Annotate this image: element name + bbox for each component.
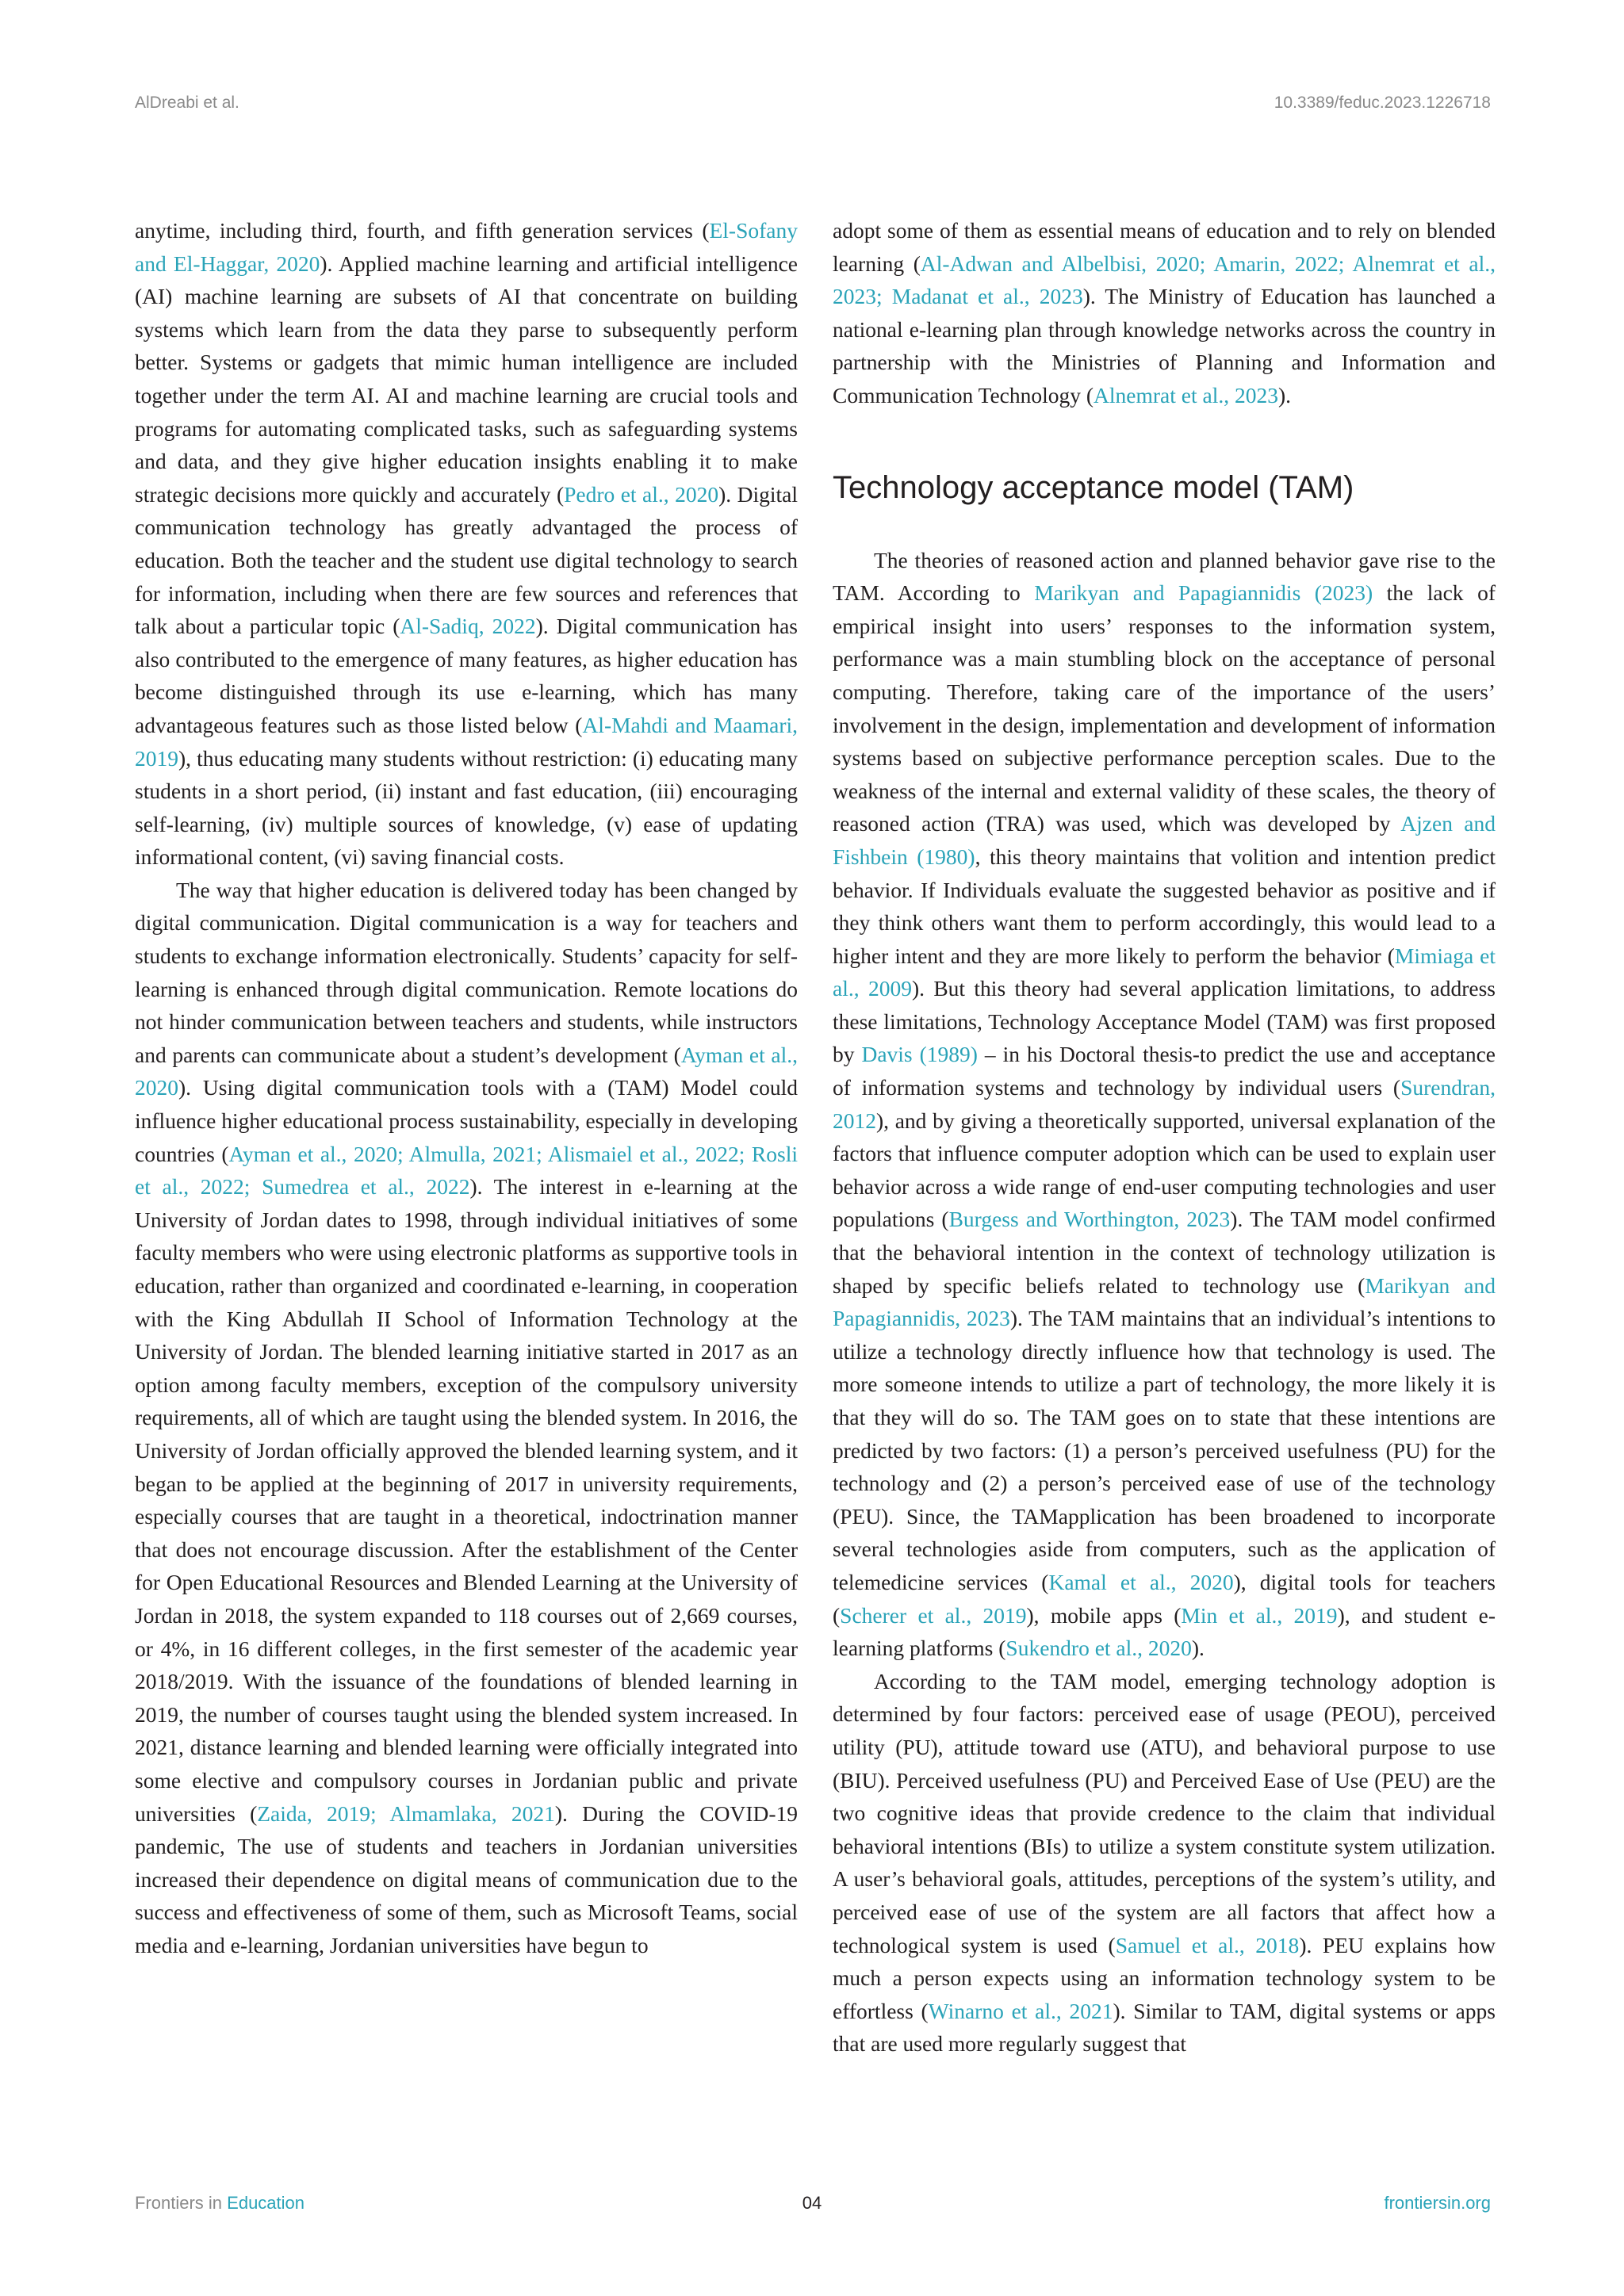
paragraph: According to the TAM model, emerging technology adoption is determined by four factors: perceived ease of usage (PEOU), perceived utility (PU), attitude toward use (ATU), and behavioral purpose to use (BIU). Perceived usefulness (PU) and Perceived Ease of Use (PEU) are the two cognitive ideas that provide credence to the claim that individual behavioral intentions (BIs) to utilize a system constitute system utilization. A user’s behavioral goals, attitudes, perceptions of the system’s utility, and perceived ease of use of the system are all factors that affect how a technological system is used (Samuel et al., 2018). PEU explains how much a person expects using an information technology system to be effortless (Winarno et al., 2021). Similar to TAM, digital systems or apps that are used more regularly suggest that — [833, 1668, 1496, 2057]
paragraph: The theories of reasoned action and planned behavior gave rise to the TAM. According to Marikyan and Papagiannidis (2023) the lack of empirical insight into users’ responses to the information system, performance was a main stumbling block on the acceptance of personal computing. Therefore, taking care of the importance of the users’ involvement in the design, implementation and development of information systems based on subjective performance perception scales. Due to the weakness of the internal and external validity of these scales, the theory of reasoned action (TRA) was used, which was developed by Ajzen and Fishbein (1980), this theory maintains that volition and intention predict behavior. If Individuals evaluate the suggested behavior as positive and if they think others want them to perform accordingly, this would lead to a higher intent and they are more likely to perform the behavior (Mimiaga et al., 2009). But this theory had several application limitations, to address these limitations, Technology Acceptance Model (TAM) was first proposed by Davis (1989) – in his Doctoral thesis-to predict the use and acceptance of information systems and technology by individual users (Surendran, 2012), and by giving a theoretically supported, universal explanation of the factors that influence computer adoption which can be used to explain user behavior across a wide range of end-user computing technologies and user populations (Burgess and Worthington, 2023). The TAM model confirmed that the behavioral intention in the context of technology utilization is shaped by specific beliefs related to technology use (Marikyan and Papagiannidis, 2023). The TAM maintains that an individual’s intentions to utilize a technology directly influence how that technology is used. The more someone intends to utilize a part of technology, the more likely it is that they will do so. The TAM goes on to state that these intentions are predicted by two factors: (1) a person’s perceived usefulness (PU) for the technology and (2) a person’s perceived ease of use of the technology (PEU). Since, the TAMapplication has been broadened to incorporate several technologies aside from computers, such as the application of telemedicine services (Kamal et al., 2020), digital tools for teachers (Scherer et al., 2019), mobile apps (Min et al., 2019), and student e-learning platforms (Sukendro et al., 2020). — [833, 547, 1496, 1661]
citation-link[interactable]: Scherer et al., 2019 — [840, 1602, 1027, 1628]
left-column — [135, 214, 798, 1961]
citation-link[interactable]: El-Sofany and El-Haggar, 2020 — [135, 218, 798, 276]
citation-link[interactable]: Ajzen and Fishbein (1980) — [833, 811, 1496, 869]
citation-link[interactable]: Al-Sadiq, 2022 — [400, 614, 536, 639]
footer-journal-link[interactable]: Education — [227, 2193, 305, 2213]
citation-link[interactable]: Ayman et al., 2020; Almulla, 2021; Alismaiel et al., 2022; Rosli et al., 2022; Sumedrea et al., 2022 — [135, 1141, 798, 1200]
citation-link[interactable]: Pedro et al., 2020 — [564, 481, 719, 507]
footer-site-link[interactable]: frontiersin.org — [1384, 2193, 1491, 2213]
citation-link[interactable]: Mimiaga et al., 2009 — [833, 943, 1496, 1001]
citation-link[interactable]: Surendran, 2012 — [833, 1075, 1496, 1133]
citation-link[interactable]: Sukendro et al., 2020 — [1005, 1636, 1192, 1661]
citation-link[interactable]: Al-Mahdi and Maamari, 2019 — [135, 712, 798, 771]
citation-link[interactable]: Kamal et al., 2020 — [1048, 1569, 1234, 1594]
paragraph: anytime, including third, fourth, and fifth generation services (El-Sofany and El-Haggar, 2020). Applied machine learning and artificial intelligence (AI) machine learning are subsets of AI that concentrate on building systems which learn from the data they parse to subsequently perform better. Systems or gadgets that mimic human intelligence are included together under the term AI. AI and machine learning are crucial tools and programs for automating complicated tasks, such as safeguarding systems and data, and they give higher education insights enabling it to make strategic decisions more quickly and accurately (Pedro et al., 2020). Digital communication technology has greatly advantaged the process of education. Both the teacher and the student use digital technology to search for information, including when there are few sources and references that talk about a particular topic (Al-Sadiq, 2022). Digital communication has also contributed to the emergence of many features, as higher education has become distinguished through its use e-learning, which has many advantageous features such as those listed below (Al-Mahdi and Maamari, 2019), thus educating many students without restriction: (i) educating many students in a short period, (ii) instant and fast education, (iii) encouraging self-learning, (iv) multiple sources of knowledge, (v) ease of updating informational content, (vi) saving financial costs. — [135, 218, 798, 870]
paragraph: adopt some of them as essential means of education and to rely on blended learning (Al-Adwan and Albelbisi, 2020; Amarin, 2022; Alnemrat et al., 2023; Madanat et al., 2023). The Ministry of Education has launched a national e-learning plan through knowledge networks across the country in partnership with the Ministries of Planning and Information and Communication Technology (Alnemrat et al., 2023). — [833, 218, 1496, 408]
citation-link[interactable]: Samuel et al., 2018 — [1115, 1932, 1300, 1957]
citation-link[interactable]: Zaida, 2019; Almamlaka, 2021 — [257, 1800, 555, 1826]
citation-link[interactable]: Al-Adwan and Albelbisi, 2020; Amarin, 2022; Alnemrat et al., 2023; Madanat et al., 2023 — [833, 251, 1496, 309]
paragraph: The way that higher education is delivered today has been changed by digital communication. Digital communication is a way for teachers and students to exchange information electronically. Students’ capacity for self-learning is enhanced through digital communication. Remote locations do not hinder communication between teachers and students, while instructors and parents can communicate about a student’s development (Ayman et al., 2020). Using digital communication tools with a (TAM) Model could influence higher educational process sustainability, especially in developing countries (Ayman et al., 2020; Almulla, 2021; Alismaiel et al., 2022; Rosli et al., 2022; Sumedrea et al., 2022). The interest in e-learning at the University of Jordan dates to 1998, through individual initiatives of some faculty members who were using electronic platforms as supportive tools in education, rather than organized and coordinated e-learning, in cooperation with the King Abdullah II School of Information Technology at the University of Jordan. The blended learning initiative started in 2017 as an option among faculty members, exception of the compulsory university requirements, all of which are taught using the blended system. In 2016, the University of Jordan officially approved the blended learning system, and it began to be applied at the beginning of 2017 in university requirements, especially courses that are taught in a theoretical, indoctrination manner that does not encourage discussion. After the establishment of the Center for Open Educational Resources and Blended Learning at the University of Jordan in 2018, the system expanded to 118 courses out of 2,669 courses, or 4%, in 16 different colleges, in the first semester of the academic year 2018/2019. With the issuance of the foundations of blended learning in 2019, the number of courses taught using the blended system increased. In 2021, distance learning and blended learning were officially integrated into some elective and compulsory courses in Jordanian public and private universities (Zaida, 2019; Almamlaka, 2021). During the COVID-19 pandemic, The use of students and teachers in Jordanian universities increased their dependence on digital means of communication due to the success and effectiveness of some of them, such as Microsoft Teams, social media and e-learning, Jordanian universities have begun to — [135, 877, 799, 1957]
citation-link[interactable]: Winarno et al., 2021 — [928, 1998, 1113, 2023]
citation-link[interactable]: Marikyan and Papagiannidis (2023) — [1034, 580, 1373, 606]
page-number: 04 — [802, 2193, 822, 2213]
citation-link[interactable]: Ayman et al., 2020 — [135, 1042, 799, 1100]
citation-link[interactable]: Burgess and Worthington, 2023 — [948, 1207, 1231, 1232]
section-heading: Technology acceptance model (TAM) — [833, 469, 1354, 505]
running-header-authors: AlDreabi et al. — [135, 94, 239, 112]
citation-link[interactable]: Marikyan and Papagiannidis, 2023 — [833, 1272, 1496, 1331]
citation-link[interactable]: Min et al., 2019 — [1181, 1602, 1338, 1628]
running-header-doi: 10.3389/feduc.2023.1226718 — [1274, 94, 1491, 112]
citation-link[interactable]: Davis (1989) — [861, 1042, 978, 1067]
footer-journal-prefix: Frontiers in — [135, 2193, 228, 2213]
citation-link[interactable]: Alnemrat et al., 2023 — [1094, 382, 1278, 408]
right-column — [833, 214, 1496, 2061]
